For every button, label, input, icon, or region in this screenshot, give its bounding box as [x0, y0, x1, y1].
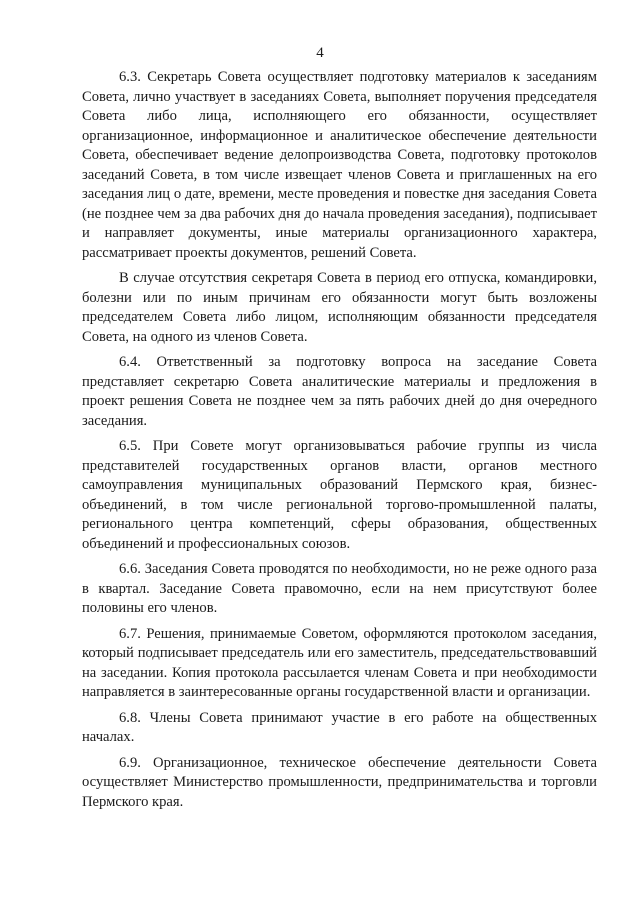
paragraph-6-4: 6.4. Ответственный за подготовку вопроса на заседание Совета представляет секретарю Совета аналитические материалы и предложения в проект решения Совета не позднее чем за пять рабочих дней до дня очередного заседания.: [82, 354, 597, 429]
paragraph-6-3: 6.3. Секретарь Совета осуществляет подготовку материалов к заседаниям Совета, лично участвует в заседаниях Совета, выполняет поручения председателя Совета либо лица, исполняющего его обязанности, осуществляет организационное, информационное и аналитическое обеспечение деятельности Совета, обеспечивает ведение делопроизводства Совета, подготовку протоколов заседаний Совета, в том числе извещает членов Совета и приглашенных на его заседания лиц о дате, времени, месте проведения и повестке дня заседания Совета (не позднее чем за два рабочих дня до начала проведения заседания), подписывает и направляет документы, иные материалы организационного характера, рассматривает проекты документов, решений Совета.: [82, 69, 597, 261]
paragraph-6-5: 6.5. При Совете могут организовываться рабочие группы из числа представителей государственных органов власти, органов местного самоуправления муниципальных образований Пермского края, бизнес-объединений, в том числе региональной торгово-промышленной палаты, регионального центра компетенций, сферы образования, общественных объединений и профессиональных союзов.: [82, 438, 597, 552]
paragraph-6-8: 6.8. Члены Совета принимают участие в его работе на общественных началах.: [82, 709, 597, 745]
document-body: [82, 68, 597, 818]
paragraph-6-6: 6.6. Заседания Совета проводятся по необходимости, но не реже одного раза в квартал. Заседание Совета правомочно, если на нем присутствуют более половины его членов.: [82, 561, 597, 616]
page-number: 4: [316, 45, 324, 61]
paragraph-6-9: 6.9. Организационное, техническое обеспечение деятельности Совета осуществляет Министерство промышленности, предпринимательства и торговли Пермского края.: [82, 754, 597, 810]
paragraph-6-3-secretary-absence: В случае отсутствия секретаря Совета в период его отпуска, командировки, болезни или по иным причинам его обязанности могут быть возложены председателем Совета либо лицом, исполняющим обязанности председателя Совета, на одного из членов Совета.: [82, 270, 597, 345]
paragraph-6-7: 6.7. Решения, принимаемые Советом, оформляются протоколом заседания, который подписывает председатель или его заместитель, председательствовавший на заседании. Копия протокола рассылается членам Совета и при необходимости направляется в заинтересованные органы государственной власти и организации.: [82, 625, 597, 700]
